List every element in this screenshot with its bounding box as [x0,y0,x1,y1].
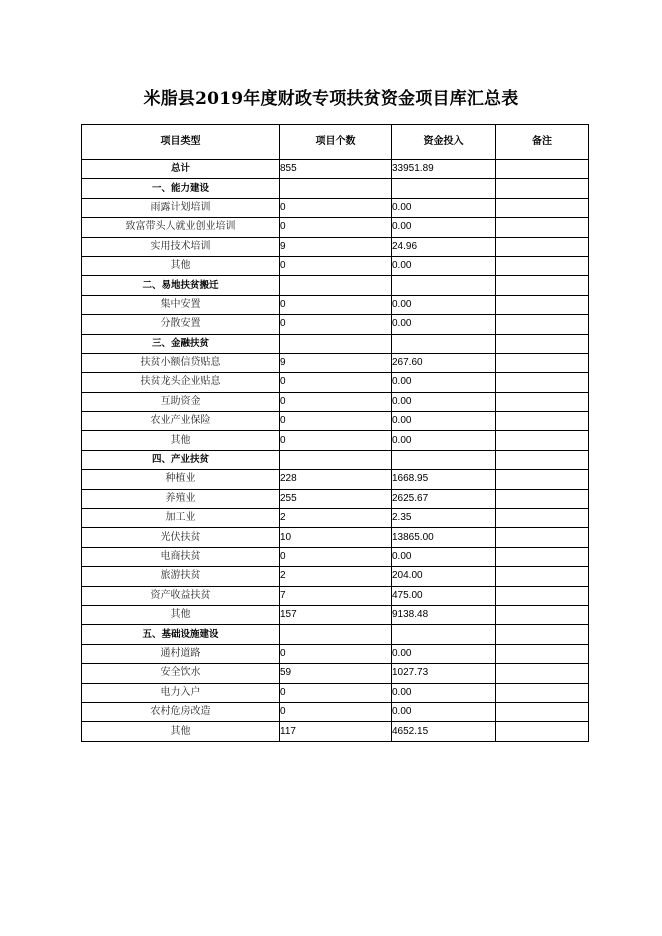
table-row [82,470,589,489]
cell-amount: 24.96 [392,237,496,256]
cell-amount: 0.00 [392,373,496,392]
table-row [82,567,589,586]
cell-count: 2 [280,509,392,528]
cell-count: 117 [280,722,392,741]
cell-note [496,567,589,586]
cell-count: 228 [280,470,392,489]
cell-note [496,353,589,372]
cell-note [496,315,589,334]
cell-count: 157 [280,605,392,624]
cell-count: 0 [280,392,392,411]
cell-amount: 0.00 [392,315,496,334]
cell-note [496,702,589,721]
cell-amount: 0.00 [392,547,496,566]
summary-table [81,124,589,742]
cell-type: 农业产业保险 [82,412,280,431]
cell-type: 三、金融扶贫 [82,334,280,353]
table-row [82,353,589,372]
cell-amount: 0.00 [392,431,496,450]
total-row [82,160,589,179]
header-note: 备注 [496,125,589,160]
cell-count: 0 [280,218,392,237]
cell-amount [392,334,496,353]
cell-amount: 475.00 [392,586,496,605]
cell-amount: 0.00 [392,392,496,411]
table-row [82,509,589,528]
cell-count: 0 [280,683,392,702]
cell-type: 一、能力建设 [82,179,280,198]
cell-count: 855 [280,160,392,179]
cell-type: 五、基础设施建设 [82,625,280,644]
cell-note [496,664,589,683]
cell-note [496,644,589,663]
cell-type: 互助资金 [82,392,280,411]
cell-amount: 267.60 [392,353,496,372]
cell-amount: 0.00 [392,198,496,217]
table-row [82,586,589,605]
cell-amount [392,276,496,295]
cell-amount: 33951.89 [392,160,496,179]
cell-count: 7 [280,586,392,605]
cell-note [496,586,589,605]
table-row [82,237,589,256]
cell-count: 0 [280,198,392,217]
table-header-row [82,125,589,160]
cell-amount: 0.00 [392,702,496,721]
section-row [82,450,589,469]
cell-amount: 1027.73 [392,664,496,683]
cell-note [496,160,589,179]
cell-type: 其他 [82,722,280,741]
cell-note [496,295,589,314]
cell-amount: 2.35 [392,509,496,528]
table-row [82,683,589,702]
cell-amount: 0.00 [392,218,496,237]
cell-amount: 0.00 [392,644,496,663]
cell-note [496,528,589,547]
cell-note [496,683,589,702]
cell-note [496,276,589,295]
cell-type: 扶贫小额信贷贴息 [82,353,280,372]
cell-amount [392,450,496,469]
cell-count: 0 [280,373,392,392]
cell-count: 10 [280,528,392,547]
cell-type: 四、产业扶贫 [82,450,280,469]
cell-count: 9 [280,237,392,256]
table-row [82,295,589,314]
table-row [82,664,589,683]
cell-count: 0 [280,702,392,721]
cell-amount: 0.00 [392,412,496,431]
cell-note [496,392,589,411]
cell-type: 其他 [82,431,280,450]
cell-count: 9 [280,353,392,372]
cell-amount: 0.00 [392,295,496,314]
cell-amount [392,625,496,644]
table-row [82,373,589,392]
cell-type: 集中安置 [82,295,280,314]
page-title: 米脂县2019年度财政专项扶贫资金项目库汇总表 [143,89,519,109]
cell-note [496,373,589,392]
section-row [82,334,589,353]
header-count: 项目个数 [280,125,392,160]
cell-count: 0 [280,412,392,431]
cell-type: 通村道路 [82,644,280,663]
cell-amount: 2625.67 [392,489,496,508]
section-row [82,179,589,198]
cell-note [496,412,589,431]
cell-note [496,547,589,566]
cell-count: 255 [280,489,392,508]
table-row [82,489,589,508]
cell-type: 安全饮水 [82,664,280,683]
cell-type: 分散安置 [82,315,280,334]
cell-count [280,276,392,295]
cell-note [496,470,589,489]
cell-note [496,256,589,275]
cell-type: 电商扶贫 [82,547,280,566]
cell-type: 资产收益扶贫 [82,586,280,605]
cell-amount: 1668.95 [392,470,496,489]
cell-amount: 0.00 [392,683,496,702]
cell-count [280,625,392,644]
cell-count: 0 [280,315,392,334]
table-row [82,315,589,334]
cell-count [280,179,392,198]
table-row [82,412,589,431]
cell-amount: 204.00 [392,567,496,586]
table-row [82,528,589,547]
cell-type: 二、易地扶贫搬迁 [82,276,280,295]
table-row [82,605,589,624]
section-row [82,276,589,295]
cell-type: 其他 [82,605,280,624]
cell-note [496,489,589,508]
table-row [82,547,589,566]
cell-type: 扶贫龙头企业贴息 [82,373,280,392]
cell-note [496,509,589,528]
cell-note [496,450,589,469]
cell-type: 农村危房改造 [82,702,280,721]
cell-count: 0 [280,431,392,450]
table-row [82,431,589,450]
cell-type: 旅游扶贫 [82,567,280,586]
cell-type: 总计 [82,160,280,179]
cell-amount: 9138.48 [392,605,496,624]
cell-note [496,237,589,256]
table-row [82,256,589,275]
cell-type: 雨露计划培训 [82,198,280,217]
table-row [82,702,589,721]
cell-type: 致富带头人就业创业培训 [82,218,280,237]
header-amount: 资金投入 [392,125,496,160]
cell-note [496,198,589,217]
table-row [82,644,589,663]
cell-count: 0 [280,547,392,566]
cell-count [280,334,392,353]
table-row [82,198,589,217]
table-row [82,218,589,237]
cell-note [496,722,589,741]
cell-type: 种植业 [82,470,280,489]
cell-type: 实用技术培训 [82,237,280,256]
cell-note [496,625,589,644]
cell-count [280,450,392,469]
cell-count: 2 [280,567,392,586]
cell-note [496,334,589,353]
header-type: 项目类型 [82,125,280,160]
cell-type: 其他 [82,256,280,275]
cell-note [496,218,589,237]
cell-type: 电力入户 [82,683,280,702]
cell-type: 加工业 [82,509,280,528]
cell-type: 光伏扶贫 [82,528,280,547]
cell-amount: 13865.00 [392,528,496,547]
cell-amount: 4652.15 [392,722,496,741]
cell-amount [392,179,496,198]
cell-type: 养殖业 [82,489,280,508]
table-row [82,722,589,741]
cell-note [496,605,589,624]
cell-amount: 0.00 [392,256,496,275]
section-row [82,625,589,644]
cell-note [496,431,589,450]
table-row [82,392,589,411]
cell-note [496,179,589,198]
cell-count: 0 [280,256,392,275]
cell-count: 59 [280,664,392,683]
cell-count: 0 [280,295,392,314]
cell-count: 0 [280,644,392,663]
